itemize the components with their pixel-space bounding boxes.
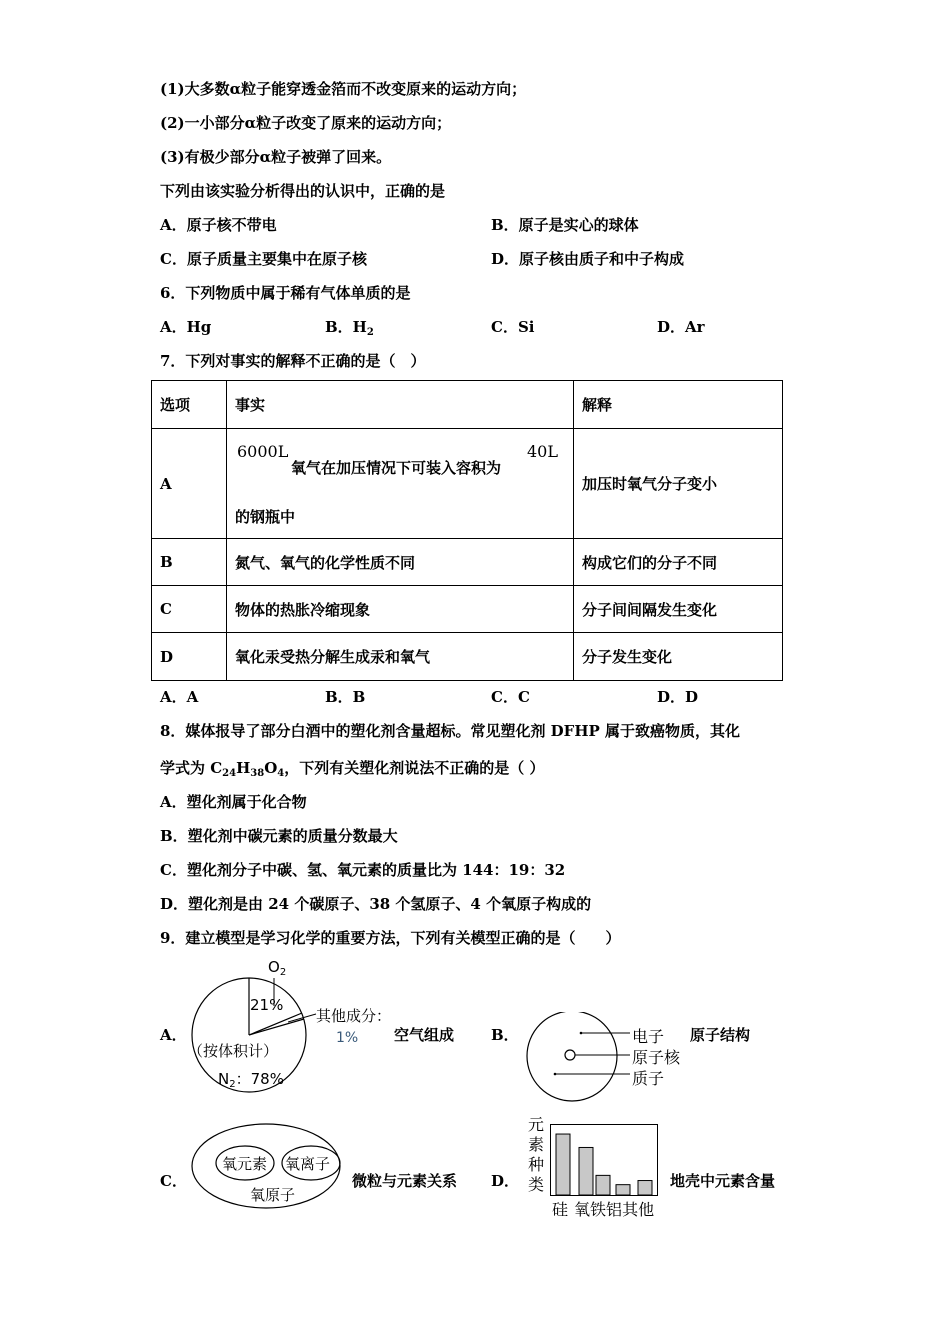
header-explanation: 解释 — [574, 381, 783, 429]
table-row — [152, 633, 783, 681]
intro-line-2: (2)一小部分α粒子改变了原来的运动方向； — [160, 114, 452, 132]
q8-option-c[interactable]: C．塑化剂分子中碳、氢、氧元素的质量比为 144：19：32 — [160, 861, 566, 879]
n2-sub: 2 — [229, 1079, 236, 1090]
category-label: 铁 — [590, 1200, 607, 1219]
bar-铝 — [616, 1185, 630, 1195]
q7-option-c[interactable]: C．C — [491, 688, 530, 706]
q8-stem-line-1: 8．媒体报导了部分白酒中的塑化剂含量超标。常见塑化剂 DFHP 属于致癌物质，其化 — [160, 722, 740, 740]
row-c-fact: 物体的热胀冷缩现象 — [227, 586, 574, 633]
by-volume-label: （按体积计） — [188, 1042, 279, 1060]
particle-element-caption: 微粒与元素关系 — [352, 1172, 458, 1190]
q8-option-b[interactable]: B．塑化剂中碳元素的质量分数最大 — [160, 827, 398, 845]
q6-stem: 6．下列物质中属于稀有气体单质的是 — [160, 284, 411, 302]
y-axis-char: 素 — [527, 1135, 544, 1154]
header-fact: 事实 — [227, 381, 574, 429]
q5-option-c[interactable]: C．原子质量主要集中在原子核 — [160, 250, 367, 268]
table-row — [152, 539, 783, 586]
y-axis-char: 元 — [527, 1115, 544, 1134]
q8-option-d[interactable]: D．塑化剂是由 24 个碳原子、38 个氢原子、4 个氧原子构成的 — [160, 895, 592, 913]
q7-option-a[interactable]: A．A — [160, 688, 199, 706]
category-label: 铝 — [606, 1200, 623, 1219]
q6-option-b-text: B．H — [325, 318, 367, 336]
row-b-fact: 氮气、氧气的化学性质不同 — [227, 539, 574, 586]
q6-option-a[interactable]: A．Hg — [160, 318, 212, 336]
q9-stem: 9．建立模型是学习化学的重要方法，下列有关模型正确的是（ ） — [160, 929, 621, 947]
o2-label-sub: 2 — [279, 967, 287, 978]
q8-formula-o: O — [264, 759, 278, 777]
row-d-key: D — [152, 633, 227, 681]
q9-option-d[interactable]: D． — [491, 1172, 520, 1190]
row-d-fact: 氧化汞受热分解生成汞和氧气 — [227, 633, 574, 681]
row-a-fact-end: 的钢瓶中 — [235, 507, 296, 526]
table-row — [152, 429, 783, 539]
q8-sub-c: 24 — [222, 768, 237, 779]
o2-label-text: O — [268, 958, 280, 976]
o2-percent: 21% — [250, 996, 284, 1014]
y-axis-label — [527, 1115, 545, 1195]
n2-text: N — [218, 1070, 230, 1088]
crust-content-caption: 地壳中元素含量 — [670, 1172, 776, 1190]
intro-line-3: (3)有极少部分α粒子被弹了回来。 — [160, 148, 392, 166]
q9-option-b[interactable]: B． — [491, 1026, 519, 1044]
atom-structure-caption: 原子结构 — [690, 1026, 751, 1044]
nucleus-circle — [565, 1050, 575, 1060]
bar-氧 — [579, 1147, 593, 1195]
q9-option-c[interactable]: C． — [160, 1172, 187, 1190]
bar-硅 — [556, 1134, 570, 1195]
q5-stem: 下列由该实验分析得出的认识中，正确的是 — [160, 182, 446, 200]
row-a-fact — [227, 429, 574, 539]
q6-option-d[interactable]: D．Ar — [657, 318, 705, 336]
row-a-explanation: 加压时氧气分子变小 — [574, 429, 783, 539]
q8-option-a[interactable]: A．塑化剂属于化合物 — [160, 793, 307, 811]
q8-formula-pre: 学式为 C — [160, 759, 223, 777]
row-c-key: C — [152, 586, 227, 633]
volume-6000l: 6000L — [237, 441, 289, 461]
q8-formula-h: H — [236, 759, 251, 777]
row-b-key: B — [152, 539, 227, 586]
table-header-row — [152, 381, 783, 429]
row-d-explanation: 分子发生变化 — [574, 633, 783, 681]
air-composition-caption: 空气组成 — [394, 1026, 455, 1044]
category-label: 硅 — [552, 1200, 569, 1219]
y-axis-char: 类 — [527, 1175, 544, 1194]
q9-option-a[interactable]: A． — [160, 1026, 187, 1044]
header-option: 选项 — [152, 381, 227, 429]
row-a-fact-mid: 氧气在加压情况下可装入容积为 — [291, 458, 502, 477]
row-a-key: A — [152, 429, 227, 539]
n2-percent — [218, 1068, 284, 1090]
q8-stem-tail: ，下列有关塑化剂说法不正确的是（ ） — [284, 759, 545, 777]
q6-option-b[interactable] — [325, 316, 374, 338]
row-b-explanation: 构成它们的分子不同 — [574, 539, 783, 586]
q8-sub-o: 4 — [277, 768, 285, 779]
category-label: 其他 — [622, 1200, 655, 1219]
q8-sub-h: 38 — [250, 768, 265, 779]
q5-option-a[interactable]: A．原子核不带电 — [160, 216, 277, 234]
table-row — [152, 586, 783, 633]
q7-option-b[interactable]: B．B — [325, 688, 366, 706]
row-c-explanation: 分子间间隔发生变化 — [574, 586, 783, 633]
q5-option-b[interactable]: B．原子是实心的球体 — [491, 216, 639, 234]
q6-option-c[interactable]: C．Si — [491, 318, 535, 336]
volume-40l: 40L — [527, 441, 558, 461]
atom-outline — [527, 1012, 617, 1101]
nucleus-label: 原子核 — [632, 1048, 681, 1067]
q6-option-b-subscript: 2 — [366, 327, 374, 338]
q8-stem-line-2 — [160, 757, 544, 779]
q7-stem: 7．下列对事实的解释不正确的是（ ） — [160, 352, 426, 370]
n2-rest: ：78% — [235, 1070, 284, 1088]
other-percent: 1% — [336, 1030, 359, 1046]
oxygen-atom-label: 氧原子 — [250, 1186, 296, 1204]
oxygen-ion-label: 氧离子 — [285, 1155, 331, 1173]
bar-铁 — [596, 1175, 610, 1195]
category-label: 氧 — [574, 1200, 591, 1219]
q7-option-d[interactable]: D．D — [657, 688, 699, 706]
oxygen-element-label: 氧元素 — [222, 1155, 268, 1173]
bar-其他 — [638, 1181, 652, 1195]
electron-label: 电子 — [632, 1027, 665, 1046]
proton-label: 质子 — [632, 1069, 665, 1088]
o2-label — [268, 958, 286, 978]
category-labels — [552, 1197, 654, 1220]
y-axis-char: 种 — [527, 1155, 544, 1174]
facts-table — [151, 380, 783, 681]
intro-line-1: (1)大多数α粒子能穿透金箔而不改变原来的运动方向； — [160, 80, 527, 98]
other-leader-line — [288, 1008, 318, 1028]
crust-bar-chart — [550, 1124, 660, 1198]
other-components-label: 其他成分： — [316, 1007, 392, 1025]
q5-option-d[interactable]: D．原子核由质子和中子构成 — [491, 250, 685, 268]
